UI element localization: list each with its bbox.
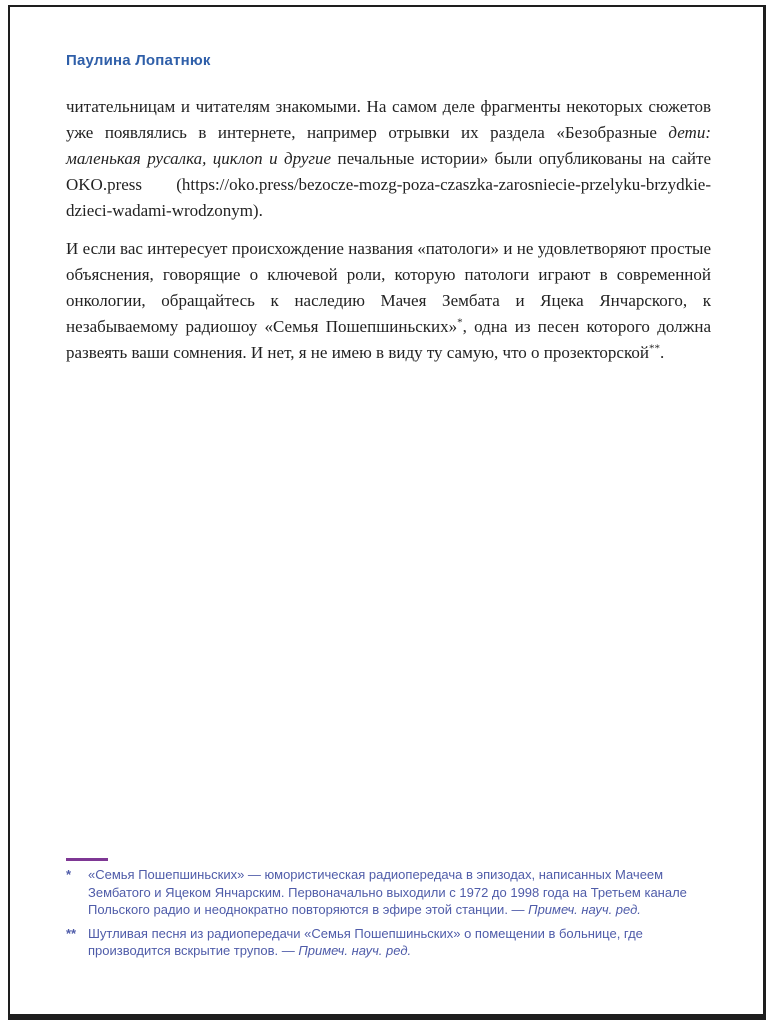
page-header-author: Паулина Лопатнюк xyxy=(66,52,211,69)
footnote-1 xyxy=(66,866,714,919)
footnote-ref-2: ** xyxy=(648,342,660,355)
footnote-2 xyxy=(66,925,714,960)
footnote-2-text: Шутливая песня из радиопередачи «Семья Пошепшиньских» о помещении в больнице, где производится вскрытие трупов. — Примеч. науч. ред. xyxy=(88,925,643,958)
footnote-1-marker: * xyxy=(66,867,72,882)
body-paragraph-2: И если вас интересует происхождение названия «патологи» и не удовлетворяют простые объяснения, говорящие о ключевой роли, которую патологи играют в современной онкологии, обращайтесь к наследию Мачея Зембата и Яцека Янчарского, к незабываемому радиошоу «Семья Пошепшиньских»*, одна из песен которого должна развеять ваши сомнения. И нет, я не имею в виду ту самую, что о прозекторской**. xyxy=(66,239,711,362)
footnote-ref-1: * xyxy=(457,316,463,329)
footnote-1-text: «Семья Пошепшиньских» — юмористическая радиопередача в эпизодах, написанных Мачеем Зембатого и Яцеком Янчарским. Первоначально выходили с 1972 до 1998 года на Третьем канале Польского радио и неоднократно повторяются в эфире этой станции. — Примеч. науч. ред. xyxy=(88,867,687,917)
footnote-2-marker: ** xyxy=(66,925,77,941)
footnotes-section xyxy=(66,866,714,966)
footnote-separator-rule xyxy=(66,858,108,861)
body-paragraph-1: читательницам и читателям знакомыми. На самом деле фрагменты некоторых сюжетов уже появлялись в интернете, например отрывки их раздела «Безобразные дети: маленькая русалка, циклоп и другие печальные истории» были опубликованы на сайте OKO.press (https://oko.press/bezocze-mozg-poza-czaszka-zarosniecie-przelyku-brzydkie-dzieci-wadami-wrodzonym). xyxy=(66,97,711,220)
oko-press-url-text: печальные истории» были опубликованы на сайте OKO.press (https://oko.press/bezocze-mozg-poza-czaszka-zarosniecie-przelyku-brzydkie-dzieci-wadami-wrodzonym). xyxy=(66,149,711,220)
